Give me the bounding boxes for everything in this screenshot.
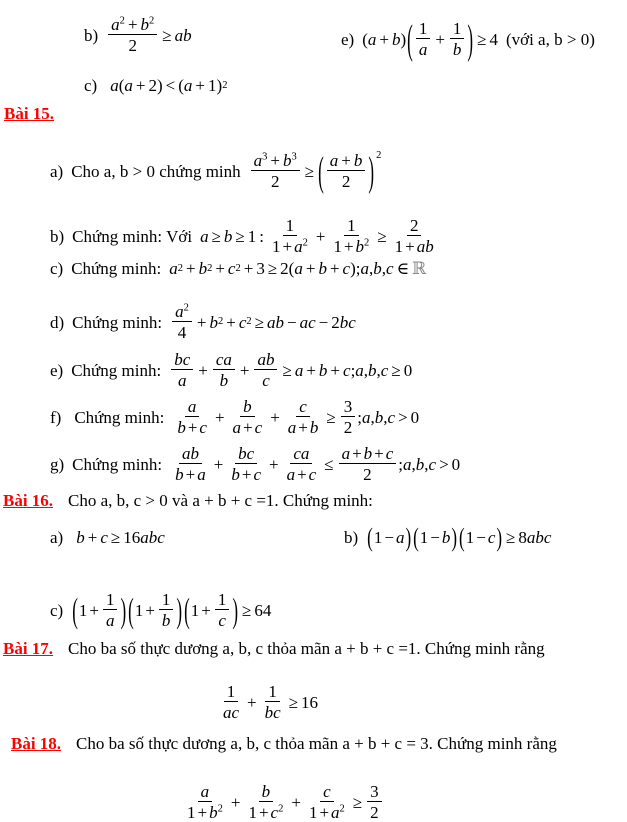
math-line-15e: e) Chứng minh: $\frac{bc}{a}$ + $\frac{ca}{b}$ + $\frac{ab}{c}$ ≥ a + b + c ; a , b , c ≥ 0 — [50, 350, 413, 390]
fraction-ab-over-2: $\frac{a + b}{2}$ — [327, 152, 366, 190]
fraction-denominator: 2 — [128, 36, 137, 55]
item-letter-c: c) — [50, 600, 64, 620]
math-line-15f: f) Chứng minh: $\frac{a}{b + c}$ + $\frac{b}{a + c}$ + $\frac{c}{a + b}$ ≥ $\frac{3}{2}$ ; a , b , c > 0 — [50, 397, 420, 437]
prompt-15f: Chứng minh: — [74, 407, 165, 427]
paren-close: ) — [400, 29, 407, 49]
big-paren-open: ( — [128, 590, 134, 630]
big-paren-open: ( — [72, 590, 78, 630]
fraction-ab-over-bplusa: $\frac{ab}{b + a}$ — [175, 444, 206, 484]
fraction-bc-over-bplusc: $\frac{bc}{b + c}$ — [231, 444, 261, 484]
number-4: 4 — [489, 29, 498, 49]
math-line-prev-c: c) a ( a + 2 ) < ( a + 1 ) 2 — [84, 76, 228, 95]
heading-bai-16: Bài 16. — [3, 491, 54, 510]
prompt-15a: Cho a, b > 0 chứng minh — [71, 161, 241, 181]
big-paren-open: ( — [184, 590, 190, 630]
fraction-a-over-bplusc: $\frac{a}{b + c}$ — [177, 397, 207, 437]
paren-close: ) — [405, 522, 412, 553]
operator-ge: ≥ — [162, 25, 172, 45]
big-paren-close: ) — [176, 590, 183, 630]
number-16: 16 — [301, 692, 319, 712]
item-letter-b: b) — [50, 226, 65, 246]
prompt-15d: Chứng minh: — [72, 312, 163, 332]
heading-bai-17: Bài 17. — [3, 639, 54, 658]
prompt-15b: Chứng minh: Với — [72, 226, 193, 246]
paren-open: ( — [459, 522, 465, 553]
item-letter-b: b) — [344, 528, 359, 547]
big-paren-close: ) — [120, 590, 127, 630]
fraction-ca-over-b: $\frac{ca}{b}$ — [213, 351, 235, 389]
math-line-15g: g) Chứng minh: $\frac{ab}{b + a}$ + $\frac{bc}{b + c}$ + $\frac{ca}{a + c}$ ≤ $\frac{a + b + c}{2}$ ; a , b , c > 0 — [50, 444, 461, 484]
item-letter-a: a) — [50, 528, 64, 547]
number-64: 64 — [254, 600, 272, 620]
big-paren-close: ) — [467, 15, 474, 63]
item-letter-c: c) — [84, 76, 98, 95]
grouped-power-expression — [317, 147, 382, 195]
statement-bai-17: Cho ba số thực dương a, b, c thỏa mãn a + b + c =1. Chứng minh rằng — [68, 639, 545, 658]
math-line-prev-e: e) ( a + b ) ( $\frac{1}{a}$ + $\frac{1}{b}$ ) ≥ 4 (với a, b > 0) — [341, 15, 595, 63]
fraction-1-over-b: $\frac{1}{b}$ — [450, 20, 465, 58]
fraction-1-over-c: $\frac{1}{c}$ — [215, 591, 230, 629]
term-ab: ab — [174, 25, 192, 45]
operator-ge: ≥ — [304, 161, 315, 181]
number-0: 0 — [451, 454, 461, 474]
fraction-a2-over-4: $\frac{a^2}{4}$ — [172, 303, 192, 341]
number-8: 8 — [518, 528, 527, 547]
exponent-2: 2 — [376, 150, 382, 161]
fraction-1-over-a: $\frac{1}{a}$ — [416, 20, 431, 58]
paren-open: ( — [413, 522, 419, 553]
fraction-bc-over-a: $\frac{bc}{a}$ — [171, 351, 193, 389]
fraction-abc-over-2: $\frac{a + b + c}{2}$ — [339, 445, 397, 483]
big-paren-close: ) — [368, 147, 375, 195]
operator-lt: < — [165, 76, 176, 95]
fraction-b-over-aplusc: $\frac{b}{a + c}$ — [232, 397, 263, 437]
fraction-c-over-1plusa2: $\frac{c}{1 + a^2}$ — [308, 782, 345, 822]
heading-bai-15: Bài 15. — [4, 104, 55, 123]
statement-bai-16: Cho a, b, c > 0 và a + b + c =1. Chứng minh: — [68, 491, 373, 510]
fraction-b-over-1plusc2: $\frac{b}{1 + c^2}$ — [248, 782, 284, 822]
operator-in: ∈ — [396, 259, 410, 278]
fraction-1-over-ac: $\frac{1}{ac}$ — [223, 682, 240, 722]
fraction-1-over-a: $\frac{1}{a}$ — [103, 591, 118, 629]
fraction-1-over-b: $\frac{1}{b}$ — [159, 591, 174, 629]
math-line-16a: a) b + c ≥ 16 a b c — [50, 528, 165, 547]
number-16: 16 — [123, 528, 141, 547]
paren-open: ( — [362, 29, 368, 49]
paren-close: ) — [496, 522, 503, 553]
big-paren-close: ) — [232, 590, 239, 630]
item-letter-c: c) — [50, 259, 64, 278]
prompt-15e: Chứng minh: — [71, 360, 162, 380]
prompt-15c: Chứng minh: — [71, 259, 162, 278]
math-line-18-formula: $\frac{a}{1 + b^2}$ + $\frac{b}{1 + c^2}$ + $\frac{c}{1 + a^2}$ ≥ $\frac{3}{2}$ — [182, 783, 384, 821]
math-line-15c: c) Chứng minh: a 2 + b 2 + c 2 + 3 ≥ 2 ( a + b + c ) ; a , b , c ∈ ℝ — [50, 259, 427, 278]
operator-ge: ≥ — [477, 29, 487, 49]
fraction-c-over-aplusb: $\frac{c}{a + b}$ — [287, 397, 319, 437]
fraction-ca-over-aplusc: $\frac{ca}{a + c}$ — [286, 444, 317, 484]
fraction-a3b3-over-2: $\frac{a^3 + b^3}{2}$ — [251, 152, 300, 190]
math-line-prev-b — [84, 16, 192, 54]
item-letter-e: e) — [341, 29, 355, 49]
item-letter-d: d) — [50, 312, 65, 332]
operator-le: ≤ — [324, 454, 334, 474]
statement-bai-18: Cho ba số thực dương a, b, c thỏa mãn a + b + c = 3. Chứng minh rằng — [76, 734, 557, 753]
fraction-1-over-1plusb2: $\frac{1}{1 + b^2}$ — [333, 216, 370, 256]
math-line-15a — [50, 147, 382, 195]
math-line-16c: c) ( 1 + $\frac{1}{a}$ ) ( 1 + $\frac{1}{b}$ ) ( 1 + $\frac{1}{c}$ ) ≥ 64 — [50, 590, 272, 630]
fraction-a2b2-over-2 — [108, 16, 157, 54]
fraction-3-over-2: $\frac{3}{2}$ — [341, 398, 356, 436]
heading-bai-18: Bài 18. — [11, 734, 62, 753]
fraction-ab-over-c: $\frac{ab}{c}$ — [254, 351, 277, 389]
item-letter-b: b) — [84, 25, 99, 45]
big-paren-open: ( — [407, 15, 413, 63]
fraction-2-over-1plusab: $\frac{2}{1 + ab}$ — [394, 216, 434, 256]
paren-close: ) — [451, 522, 458, 553]
fraction-numerator: $a^2 + b^2$ — [108, 16, 157, 35]
math-line-16b: b) ( 1 − a ) ( 1 − b ) ( 1 − c ) ≥ 8 a b c — [344, 522, 552, 553]
big-paren-open: ( — [318, 147, 324, 195]
item-letter-g: g) — [50, 454, 65, 474]
fraction-3-over-2: $\frac{3}{2}$ — [367, 783, 382, 821]
fraction-1-over-1plusa2: $\frac{1}{1 + a^2}$ — [272, 216, 308, 256]
fraction-a-over-1plusb2: $\frac{a}{1 + b^2}$ — [187, 782, 223, 822]
math-line-17-formula: $\frac{1}{ac}$ + $\frac{1}{bc}$ ≥ 16 — [218, 683, 318, 721]
number-0: 0 — [410, 407, 420, 427]
math-line-15b: b) Chứng minh: Với a ≥ b ≥ 1 : $\frac{1}{1 + a^2}$ + $\frac{1}{1 + b^2}$ ≥ $\frac{2}{1 + ab}$ — [50, 217, 439, 255]
paren-open: ( — [367, 522, 373, 553]
prompt-15g: Chứng minh: — [72, 454, 163, 474]
item-letter-e: e) — [50, 360, 64, 380]
math-line-15d: d) Chứng minh: $\frac{a^2}{4}$ + b 2 + c 2 ≥ a b − a c − 2 b c — [50, 302, 356, 342]
symbol-reals: ℝ — [412, 259, 427, 278]
fraction-1-over-bc: $\frac{1}{bc}$ — [264, 682, 281, 722]
note-voi-ab: (với a, b > 0) — [505, 29, 595, 49]
item-letter-a: a) — [50, 161, 64, 181]
number-0: 0 — [403, 360, 413, 380]
item-letter-f: f) — [50, 407, 62, 427]
